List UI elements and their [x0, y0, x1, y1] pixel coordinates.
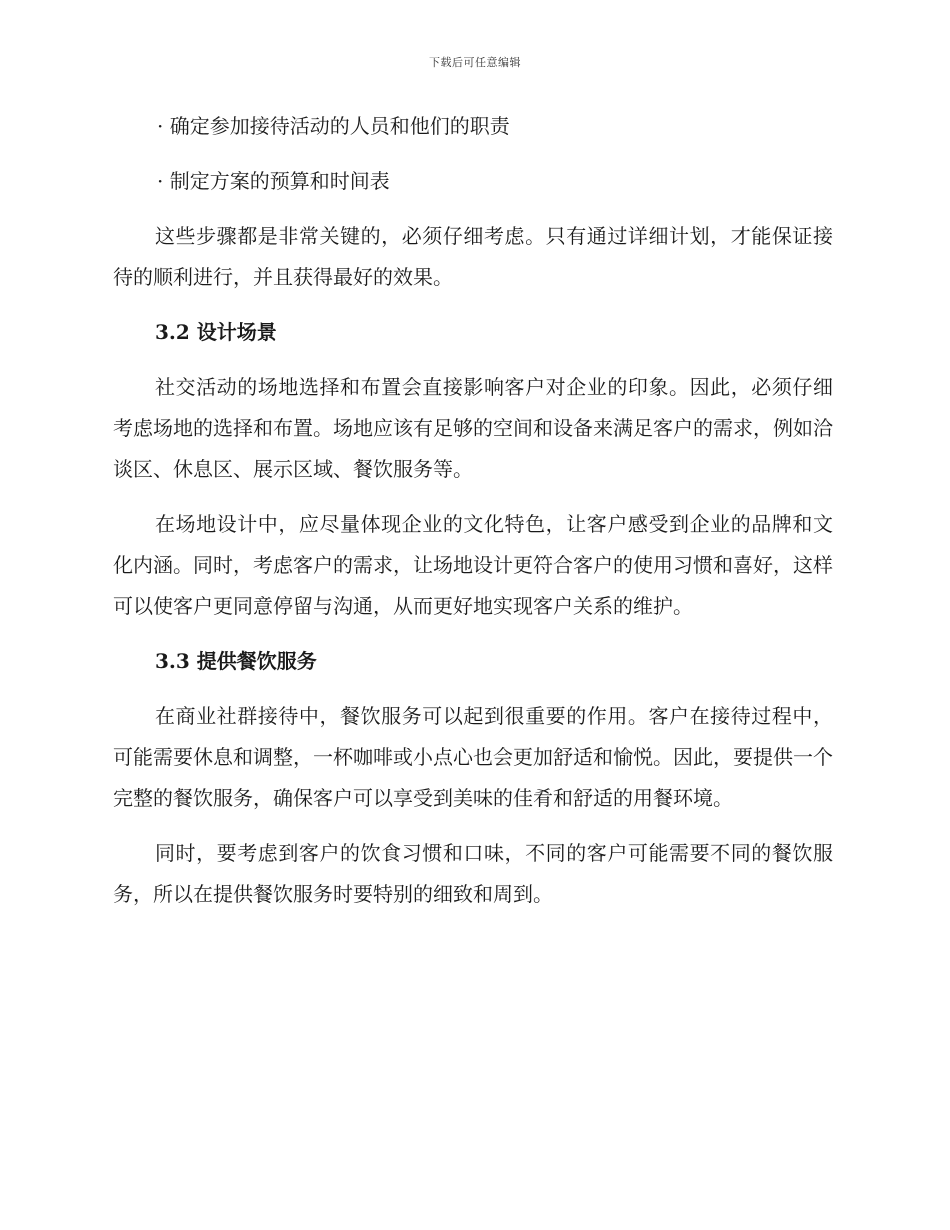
paragraph-catering-habits: 同时，要考虑到客户的饮食习惯和口味，不同的客户可能需要不同的餐饮服务，所以在提供餐饮服务时要特别的细致和周到。: [113, 841, 833, 906]
section-heading-3-3: 3.3 提供餐饮服务: [155, 649, 317, 673]
paragraph-venue-design: 在场地设计中，应尽量体现企业的文化特色，让客户感受到企业的品牌和文化内涵。同时，考虑客户的需求，让场地设计更符合客户的使用习惯和喜好，这样可以使客户更同意停留与沟通，从而更好地实现客户关系的维护。: [113, 512, 833, 618]
page-header: 下载后可任意编辑: [429, 56, 521, 69]
section-heading-3-2: 3.2 设计场景: [155, 320, 277, 344]
paragraph-venue-selection: 社交活动的场地选择和布置会直接影响客户对企业的印象。因此，必须仔细考虑场地的选择和布置。场地应该有足够的空间和设备来满足客户的需求，例如洽谈区、休息区、展示区域、餐饮服务等。: [113, 375, 833, 481]
document-body: [113, 106, 833, 929]
bullet-item-personnel: · 确定参加接待活动的人员和他们的职责: [157, 114, 510, 138]
paragraph-catering-role: 在商业社群接待中，餐饮服务可以起到很重要的作用。客户在接待过程中，可能需要休息和调整，一杯咖啡或小点心也会更加舒适和愉悦。因此，要提供一个完整的餐饮服务，确保客户可以享受到美味的佳肴和舒适的用餐环境。: [113, 704, 833, 810]
bullet-item-budget: · 制定方案的预算和时间表: [157, 169, 390, 193]
paragraph-steps: 这些步骤都是非常关键的，必须仔细考虑。只有通过详细计划，才能保证接待的顺利进行，并且获得最好的效果。: [113, 224, 833, 289]
